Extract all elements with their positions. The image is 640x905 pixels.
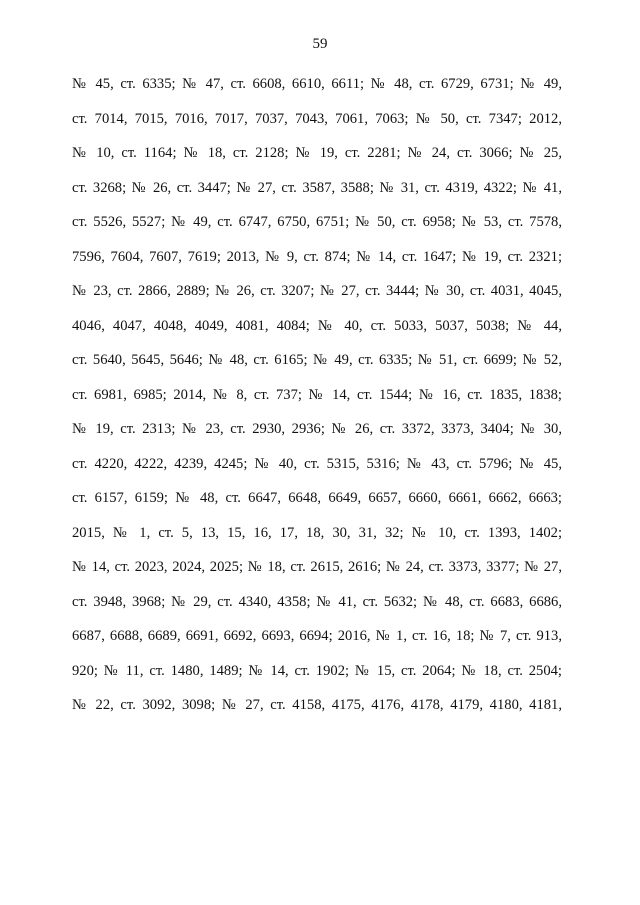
text-line: ст. 7014, 7015, 7016, 7017, 7037, 7043, 7061, 7063; № 50, ст. 7347; 2012, bbox=[72, 110, 562, 127]
text-line: № 45, ст. 6335; № 47, ст. 6608, 6610, 6611; № 48, ст. 6729, 6731; № 49, bbox=[72, 76, 562, 92]
text-line: ст. 5640, 5645, 5646; № 48, ст. 6165; № 49, ст. 6335; № 51, ст. 6699; № 52, bbox=[72, 352, 562, 368]
text-line: № 10, ст. 1164; № 18, ст. 2128; № 19, ст. 2281; № 24, ст. 3066; № 25, bbox=[72, 145, 562, 161]
body-text bbox=[72, 67, 562, 723]
text-line: ст. 6157, 6159; № 48, ст. 6647, 6648, 6649, 6657, 6660, 6661, 6662, 6663; bbox=[72, 490, 562, 506]
text-line: ст. 5526, 5527; № 49, ст. 6747, 6750, 6751; № 50, ст. 6958; № 53, ст. 7578, bbox=[72, 214, 562, 230]
text-line: ст. 4220, 4222, 4239, 4245; № 40, ст. 5315, 5316; № 43, ст. 5796; № 45, bbox=[72, 455, 562, 472]
text-line: № 14, ст. 2023, 2024, 2025; № 18, ст. 2615, 2616; № 24, ст. 3373, 3377; № 27, bbox=[72, 559, 562, 575]
text-line: ст. 3948, 3968; № 29, ст. 4340, 4358; № 41, ст. 5632; № 48, ст. 6683, 6686, bbox=[72, 593, 562, 610]
text-line: 7596, 7604, 7607, 7619; 2013, № 9, ст. 874; № 14, ст. 1647; № 19, ст. 2321; bbox=[72, 248, 562, 265]
text-line: 4046, 4047, 4048, 4049, 4081, 4084; № 40, ст. 5033, 5037, 5038; № 44, bbox=[72, 317, 562, 334]
text-line: № 19, ст. 2313; № 23, ст. 2930, 2936; № 26, ст. 3372, 3373, 3404; № 30, bbox=[72, 421, 562, 437]
text-line: № 23, ст. 2866, 2889; № 26, ст. 3207; № 27, ст. 3444; № 30, ст. 4031, 4045, bbox=[72, 283, 562, 299]
text-line: ст. 6981, 6985; 2014, № 8, ст. 737; № 14, ст. 1544; № 16, ст. 1835, 1838; bbox=[72, 386, 562, 403]
text-line: 2015, № 1, ст. 5, 13, 15, 16, 17, 18, 30, 31, 32; № 10, ст. 1393, 1402; bbox=[72, 524, 562, 541]
page-number: 59 bbox=[312, 36, 328, 52]
text-line: № 22, ст. 3092, 3098; № 27, ст. 4158, 4175, 4176, 4178, 4179, 4180, 4181, bbox=[72, 697, 562, 713]
text-line: 6687, 6688, 6689, 6691, 6692, 6693, 6694; 2016, № 1, ст. 16, 18; № 7, ст. 913, bbox=[72, 628, 562, 644]
text-line: ст. 3268; № 26, ст. 3447; № 27, ст. 3587, 3588; № 31, ст. 4319, 4322; № 41, bbox=[72, 179, 562, 196]
text-line: 920; № 11, ст. 1480, 1489; № 14, ст. 1902; № 15, ст. 2064; № 18, ст. 2504; bbox=[72, 662, 562, 679]
